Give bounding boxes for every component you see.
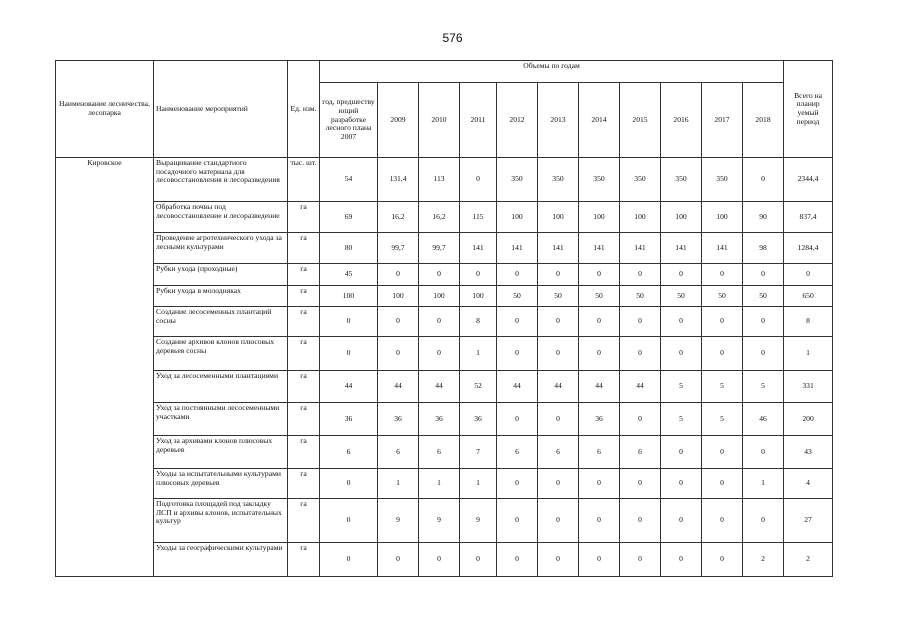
value-cell: 141 <box>620 233 661 264</box>
total-cell: 4 <box>784 469 833 499</box>
unit-cell: тыс. шт. <box>288 158 320 202</box>
activity-name: Подготовка площадей под закладку ЛСП и архивы клонов, испытательных культур <box>154 499 288 543</box>
total-cell: 1284,4 <box>784 233 833 264</box>
value-cell: 0 <box>378 264 419 286</box>
value-cell: 0 <box>497 307 538 337</box>
unit-cell: га <box>288 371 320 403</box>
value-cell: 0 <box>538 543 579 577</box>
value-cell: 6 <box>538 436 579 469</box>
value-cell: 0 <box>702 469 743 499</box>
value-cell: 54 <box>320 158 378 202</box>
value-cell: 8 <box>460 307 497 337</box>
value-cell: 0 <box>743 158 784 202</box>
value-cell: 0 <box>419 543 460 577</box>
total-cell: 2344,4 <box>784 158 833 202</box>
total-cell: 331 <box>784 371 833 403</box>
header-year: 2010 <box>419 83 460 158</box>
value-cell: 44 <box>320 371 378 403</box>
value-cell: 9 <box>419 499 460 543</box>
value-cell: 100 <box>320 286 378 307</box>
value-cell: 0 <box>538 499 579 543</box>
total-cell: 837,4 <box>784 202 833 233</box>
value-cell: 0 <box>497 337 538 371</box>
table-row <box>56 202 833 233</box>
page-number: 576 <box>442 31 463 45</box>
value-cell: 100 <box>497 202 538 233</box>
table-row <box>56 337 833 371</box>
unit-cell: га <box>288 436 320 469</box>
value-cell: 0 <box>320 337 378 371</box>
value-cell: 0 <box>620 543 661 577</box>
value-cell: 46 <box>743 403 784 436</box>
value-cell: 0 <box>620 403 661 436</box>
value-cell: 0 <box>743 499 784 543</box>
value-cell: 100 <box>538 202 579 233</box>
value-cell: 7 <box>460 436 497 469</box>
activity-name: Проведение агротехнического ухода за лесными культурами <box>154 233 288 264</box>
total-cell: 27 <box>784 499 833 543</box>
unit-cell: га <box>288 469 320 499</box>
value-cell: 50 <box>661 286 702 307</box>
value-cell: 0 <box>743 307 784 337</box>
value-cell: 0 <box>661 436 702 469</box>
value-cell: 44 <box>620 371 661 403</box>
value-cell: 350 <box>579 158 620 202</box>
value-cell: 0 <box>320 499 378 543</box>
value-cell: 113 <box>419 158 460 202</box>
value-cell: 5 <box>661 403 702 436</box>
value-cell: 0 <box>460 158 497 202</box>
value-cell: 36 <box>378 403 419 436</box>
unit-cell: га <box>288 543 320 577</box>
value-cell: 100 <box>702 202 743 233</box>
value-cell: 0 <box>620 337 661 371</box>
value-cell: 80 <box>320 233 378 264</box>
value-cell: 141 <box>702 233 743 264</box>
value-cell: 50 <box>579 286 620 307</box>
value-cell: 6 <box>320 436 378 469</box>
value-cell: 0 <box>538 337 579 371</box>
value-cell: 6 <box>497 436 538 469</box>
total-cell: 200 <box>784 403 833 436</box>
table-row <box>56 543 833 577</box>
value-cell: 0 <box>419 307 460 337</box>
value-cell: 0 <box>538 469 579 499</box>
unit-cell: га <box>288 233 320 264</box>
value-cell: 99,7 <box>419 233 460 264</box>
value-cell: 5 <box>743 371 784 403</box>
value-cell: 50 <box>538 286 579 307</box>
value-cell: 1 <box>460 469 497 499</box>
value-cell: 0 <box>702 264 743 286</box>
value-cell: 0 <box>378 307 419 337</box>
value-cell: 50 <box>743 286 784 307</box>
total-cell: 1 <box>784 337 833 371</box>
header-year: 2017 <box>702 83 743 158</box>
value-cell: 0 <box>460 264 497 286</box>
activity-name: Рубки ухода (проходные) <box>154 264 288 286</box>
value-cell: 0 <box>538 403 579 436</box>
value-cell: 0 <box>579 543 620 577</box>
value-cell: 2 <box>743 543 784 577</box>
value-cell: 350 <box>702 158 743 202</box>
value-cell: 131,4 <box>378 158 419 202</box>
value-cell: 1 <box>460 337 497 371</box>
value-cell: 0 <box>661 264 702 286</box>
table-row <box>56 286 833 307</box>
value-cell: 0 <box>320 543 378 577</box>
table-row <box>56 371 833 403</box>
value-cell: 9 <box>378 499 419 543</box>
value-cell: 0 <box>743 337 784 371</box>
value-cell: 0 <box>497 403 538 436</box>
activity-name: Уходы за географическими культурами <box>154 543 288 577</box>
value-cell: 6 <box>378 436 419 469</box>
value-cell: 0 <box>702 436 743 469</box>
value-cell: 100 <box>579 202 620 233</box>
value-cell: 6 <box>419 436 460 469</box>
value-cell: 1 <box>378 469 419 499</box>
value-cell: 44 <box>378 371 419 403</box>
value-cell: 98 <box>743 233 784 264</box>
table-row <box>56 158 833 202</box>
value-cell: 0 <box>419 264 460 286</box>
header-year: 2009 <box>378 83 419 158</box>
table-row <box>56 233 833 264</box>
value-cell: 0 <box>538 264 579 286</box>
value-cell: 44 <box>419 371 460 403</box>
value-cell: 0 <box>702 337 743 371</box>
value-cell: 100 <box>460 286 497 307</box>
header-year: 2011 <box>460 83 497 158</box>
table-row <box>56 264 833 286</box>
value-cell: 0 <box>661 307 702 337</box>
total-cell: 8 <box>784 307 833 337</box>
unit-cell: га <box>288 307 320 337</box>
activity-name: Уход за архивами клонов плюсовых деревьев <box>154 436 288 469</box>
value-cell: 44 <box>538 371 579 403</box>
forestry-plan-table <box>55 60 833 577</box>
value-cell: 0 <box>497 499 538 543</box>
activity-name: Уход за лесосеменными плантациями <box>154 371 288 403</box>
value-cell: 1 <box>419 469 460 499</box>
value-cell: 0 <box>743 264 784 286</box>
header-year: 2012 <box>497 83 538 158</box>
value-cell: 36 <box>460 403 497 436</box>
value-cell: 9 <box>460 499 497 543</box>
activity-name: Уходы за испытательными культурами плюсовых деревьев <box>154 469 288 499</box>
total-cell: 43 <box>784 436 833 469</box>
header-pre-period: год, предшеству ющий разработке лесного плана 2007 <box>320 83 378 158</box>
value-cell: 0 <box>702 543 743 577</box>
value-cell: 0 <box>743 436 784 469</box>
value-cell: 0 <box>579 499 620 543</box>
value-cell: 0 <box>497 543 538 577</box>
header-total: Всего на планир уемый период <box>784 61 833 158</box>
header-year: 2016 <box>661 83 702 158</box>
value-cell: 141 <box>497 233 538 264</box>
activity-name: Выращивание стандартного посадочного материала для лесовосстановления и лесоразведения <box>154 158 288 202</box>
value-cell: 100 <box>419 286 460 307</box>
value-cell: 350 <box>497 158 538 202</box>
header-volumes: Объемы по годам <box>320 61 784 83</box>
value-cell: 0 <box>579 337 620 371</box>
value-cell: 45 <box>320 264 378 286</box>
unit-cell: га <box>288 337 320 371</box>
value-cell: 90 <box>743 202 784 233</box>
value-cell: 5 <box>702 403 743 436</box>
unit-cell: га <box>288 403 320 436</box>
total-cell: 0 <box>784 264 833 286</box>
activity-name: Создание лесосеменных плантаций сосны <box>154 307 288 337</box>
value-cell: 100 <box>661 202 702 233</box>
header-year: 2015 <box>620 83 661 158</box>
value-cell: 5 <box>702 371 743 403</box>
value-cell: 6 <box>620 436 661 469</box>
header-forestry: Наименование лесничества, лесопарка <box>56 61 154 158</box>
value-cell: 0 <box>378 337 419 371</box>
value-cell: 0 <box>320 307 378 337</box>
value-cell: 1 <box>743 469 784 499</box>
table-row <box>56 469 833 499</box>
value-cell: 99,7 <box>378 233 419 264</box>
value-cell: 0 <box>620 264 661 286</box>
value-cell: 350 <box>661 158 702 202</box>
value-cell: 0 <box>579 264 620 286</box>
value-cell: 0 <box>497 264 538 286</box>
header-unit: Ед. изм. <box>288 61 320 158</box>
unit-cell: га <box>288 286 320 307</box>
value-cell: 0 <box>579 469 620 499</box>
total-cell: 650 <box>784 286 833 307</box>
value-cell: 0 <box>661 469 702 499</box>
header-year: 2018 <box>743 83 784 158</box>
header-year: 2013 <box>538 83 579 158</box>
value-cell: 0 <box>620 499 661 543</box>
table-row <box>56 307 833 337</box>
value-cell: 44 <box>497 371 538 403</box>
value-cell: 50 <box>620 286 661 307</box>
total-cell: 2 <box>784 543 833 577</box>
activity-name: Обработка почвы под лесовосстановление и лесоразведение <box>154 202 288 233</box>
value-cell: 0 <box>538 307 579 337</box>
value-cell: 100 <box>620 202 661 233</box>
value-cell: 36 <box>419 403 460 436</box>
value-cell: 0 <box>419 337 460 371</box>
value-cell: 0 <box>661 499 702 543</box>
unit-cell: га <box>288 499 320 543</box>
value-cell: 0 <box>460 543 497 577</box>
activity-name: Рубки ухода в молодняках <box>154 286 288 307</box>
value-cell: 141 <box>661 233 702 264</box>
value-cell: 0 <box>320 469 378 499</box>
unit-cell: га <box>288 264 320 286</box>
value-cell: 69 <box>320 202 378 233</box>
table-row <box>56 436 833 469</box>
value-cell: 141 <box>538 233 579 264</box>
value-cell: 0 <box>702 307 743 337</box>
value-cell: 141 <box>579 233 620 264</box>
table-row <box>56 403 833 436</box>
value-cell: 0 <box>378 543 419 577</box>
activity-name: Создание архивов клонов плюсовых деревьев сосны <box>154 337 288 371</box>
value-cell: 0 <box>661 543 702 577</box>
value-cell: 5 <box>661 371 702 403</box>
value-cell: 16,2 <box>419 202 460 233</box>
value-cell: 52 <box>460 371 497 403</box>
value-cell: 50 <box>497 286 538 307</box>
activity-name: Уход за постоянными лесосеменными участками <box>154 403 288 436</box>
header-activity: Наименование мероприятий <box>154 61 288 158</box>
value-cell: 350 <box>538 158 579 202</box>
value-cell: 6 <box>579 436 620 469</box>
value-cell: 36 <box>320 403 378 436</box>
value-cell: 16,2 <box>378 202 419 233</box>
value-cell: 0 <box>620 469 661 499</box>
value-cell: 0 <box>702 499 743 543</box>
forestry-name: Кировское <box>56 158 154 577</box>
value-cell: 115 <box>460 202 497 233</box>
header-year: 2014 <box>579 83 620 158</box>
value-cell: 50 <box>702 286 743 307</box>
value-cell: 0 <box>661 337 702 371</box>
value-cell: 0 <box>579 307 620 337</box>
value-cell: 0 <box>620 307 661 337</box>
value-cell: 350 <box>620 158 661 202</box>
value-cell: 44 <box>579 371 620 403</box>
value-cell: 0 <box>497 469 538 499</box>
value-cell: 100 <box>378 286 419 307</box>
value-cell: 141 <box>460 233 497 264</box>
table-row <box>56 499 833 543</box>
value-cell: 36 <box>579 403 620 436</box>
unit-cell: га <box>288 202 320 233</box>
